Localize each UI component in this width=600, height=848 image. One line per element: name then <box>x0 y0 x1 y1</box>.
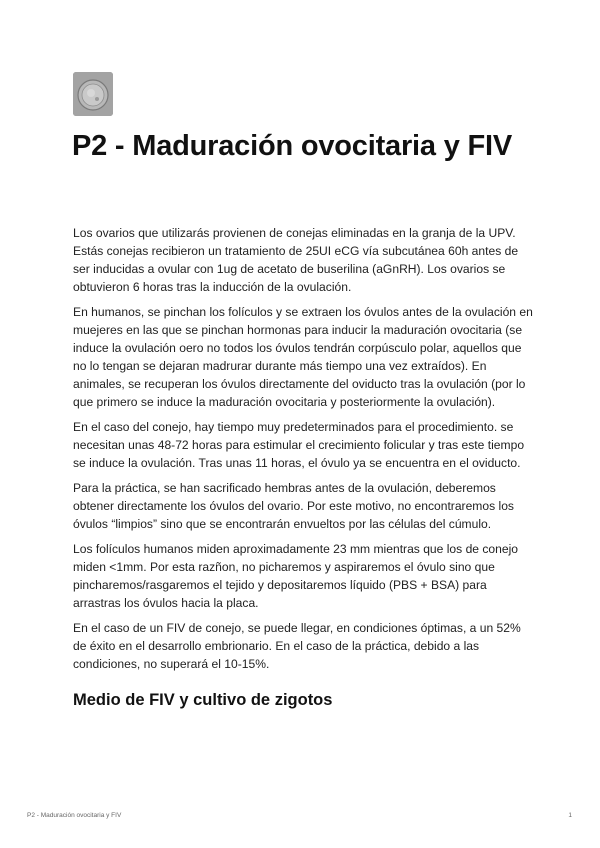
page-number: 1 <box>568 812 572 819</box>
footer-title: P2 - Maduración ovocitaria y FIV <box>27 812 122 819</box>
paragraph: Los folículos humanos miden aproximadamente 23 mm mientras que los de conejo miden <1mm. Por esta razñon, no picharemos y aspiraremos el óvulo sino que pincharemos/rasgaremos el tejido y depositaremos líquido (PBS + BSA) para arrastras los óvulos hacia la placa. <box>73 542 519 610</box>
paragraph: Los ovarios que utilizarás provienen de conejas eliminadas en la granja de la UPV. Estás conejas recibieron un tratamiento de 25UI eCG vía subcutánea 60h antes de ser inducidas a ovular con 1ug de acetato de buserilina (aGnRH). Los ovarios se obtuvieron 6 horas tras la inducción de la ovulación. <box>73 226 519 294</box>
paragraph: En el caso de un FIV de conejo, se puede llegar, en condiciones óptimas, a un 52% de éxito en el desarrollo embrionario. En el caso de la práctica, debido a las condiciones, no superará el 10-15%. <box>73 621 521 671</box>
page-title: P2 - Maduración ovocitaria y FIV <box>72 130 512 162</box>
paragraph: En el caso del conejo, hay tiempo muy predeterminados para el procedimiento. se necesitan unas 48-72 horas para estimular el crecimiento folicular y tras este tiempo se induce la ovulación. Tras unas 11 horas, el óvulo ya se encuentra en el oviducto. <box>73 420 525 470</box>
paragraph: En humanos, se pinchan los folículos y se extraen los óvulos antes de la ovulación en muejeres en las que se pinchan hormonas para inducir la maduración ovocitaria (se induce la ovulación oero no todos los óvulos tendrán corpúsculo polar, aquellos que no lo tengan se dejaran madrurar durante más tiempo una vez extraídos). En animales, se recuperan los óvulos directamente del oviducto tras la ovulación (por lo que primero se induce la maduración ovocitaria y posteriormente la ovulación). <box>73 305 533 409</box>
section-heading: Medio de FIV y cultivo de zigotos <box>73 691 333 709</box>
document-body <box>73 224 535 711</box>
egg-cell-micrograph-icon <box>73 72 113 116</box>
paragraph: Para la práctica, se han sacrificado hembras antes de la ovulación, deberemos obtener directamente los óvulos del ovario. Por este motivo, no encontraremos los óvulos “limpios” sino que se encontrarán envueltos por las células del cúmulo. <box>73 481 514 531</box>
